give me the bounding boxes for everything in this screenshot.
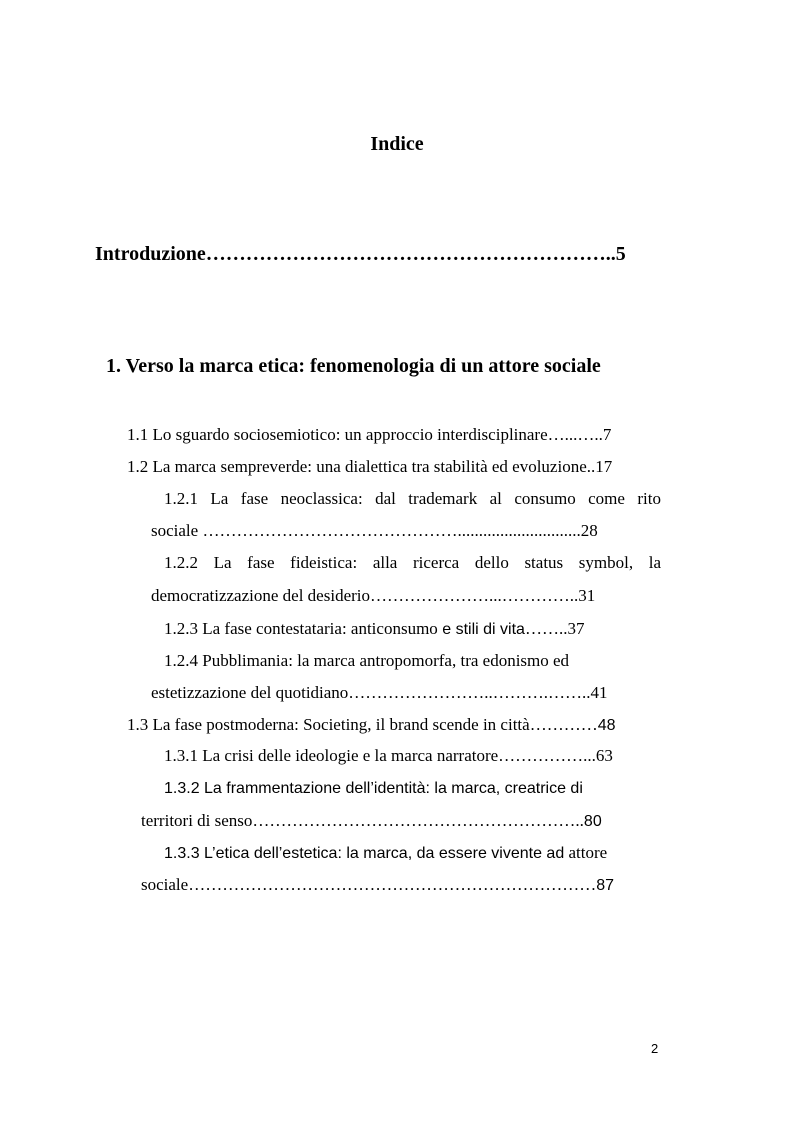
toc-entry-1-3-3-text-2: sociale………………………………………………………………: [141, 875, 597, 894]
toc-introduction: Introduzione……………………………………………………..5: [95, 243, 626, 265]
toc-entry-1-2-1-line-2: sociale ……………………………………….............................28: [151, 521, 598, 540]
toc-entry-1-3-1: 1.3.1 La crisi delle ideologie e la marca narratore……………...63: [164, 746, 613, 765]
toc-entry-1-2-2-line-1: 1.2.2 La fase fideistica: alla ricerca dello status symbol, la: [164, 553, 661, 572]
page-title: Indice: [370, 133, 424, 155]
toc-chapter-1: 1. Verso la marca etica: fenomenologia di un attore sociale: [106, 355, 601, 377]
toc-entry-1-3-2-page: 80: [583, 813, 602, 830]
toc-entry-1-2-4-line-1: 1.2.4 Pubblimania: la marca antropomorfa, tra edonismo ed: [164, 651, 570, 670]
toc-entry-1-2-4-line-2: estetizzazione del quotidiano……………………..……….……..41: [151, 683, 608, 702]
toc-entry-1-3-2-line-2: [141, 810, 602, 833]
page-number: 2: [651, 1041, 659, 1056]
toc-entry-1-2-2-line-2: democratizzazione del desiderio…………………...…………..31: [151, 586, 596, 605]
toc-entry-1-3-text: 1.3 La fase postmoderna: Societing, il brand scende in città…………: [127, 715, 598, 734]
toc-entry-1-2-3-text: 1.2.3 La fase contestataria: anticonsumo: [164, 619, 438, 638]
toc-entry-1-2-3-text-sans: e stili di vita: [437, 621, 525, 638]
toc-entry-1-3-page: 48: [597, 717, 616, 734]
toc-entry-1-3-3-line-2: [141, 874, 614, 897]
toc-entry-1-3-3-text-sans: 1.3.3 L’etica dell’estetica: la marca, da essere vivente ad: [164, 845, 565, 862]
toc-entry-1-3-3-line-1: [164, 842, 607, 865]
toc-entry-1-3: [127, 714, 615, 737]
toc-entry-1-1: 1.1 Lo sguardo sociosemiotico: un approccio interdisciplinare…...…..7: [127, 425, 612, 444]
toc-entry-1-3-2-line-1: 1.3.2 La frammentazione dell’identità: la marca, creatrice di: [164, 780, 583, 797]
toc-entry-1-3-3-text: attore: [564, 843, 608, 862]
toc-entry-1-2-3: [164, 618, 584, 641]
toc-entry-1-2: 1.2 La marca sempreverde: una dialettica tra stabilità ed evoluzione..17: [127, 457, 613, 476]
toc-entry-1-2-1-line-1: 1.2.1 La fase neoclassica: dal trademark al consumo come rito: [164, 489, 661, 508]
toc-entry-1-2-3-page: ……..37: [524, 619, 585, 638]
toc-entry-1-3-3-page: 87: [596, 877, 614, 894]
toc-entry-1-3-2-text: territori di senso…………………………………………………..: [141, 811, 584, 830]
